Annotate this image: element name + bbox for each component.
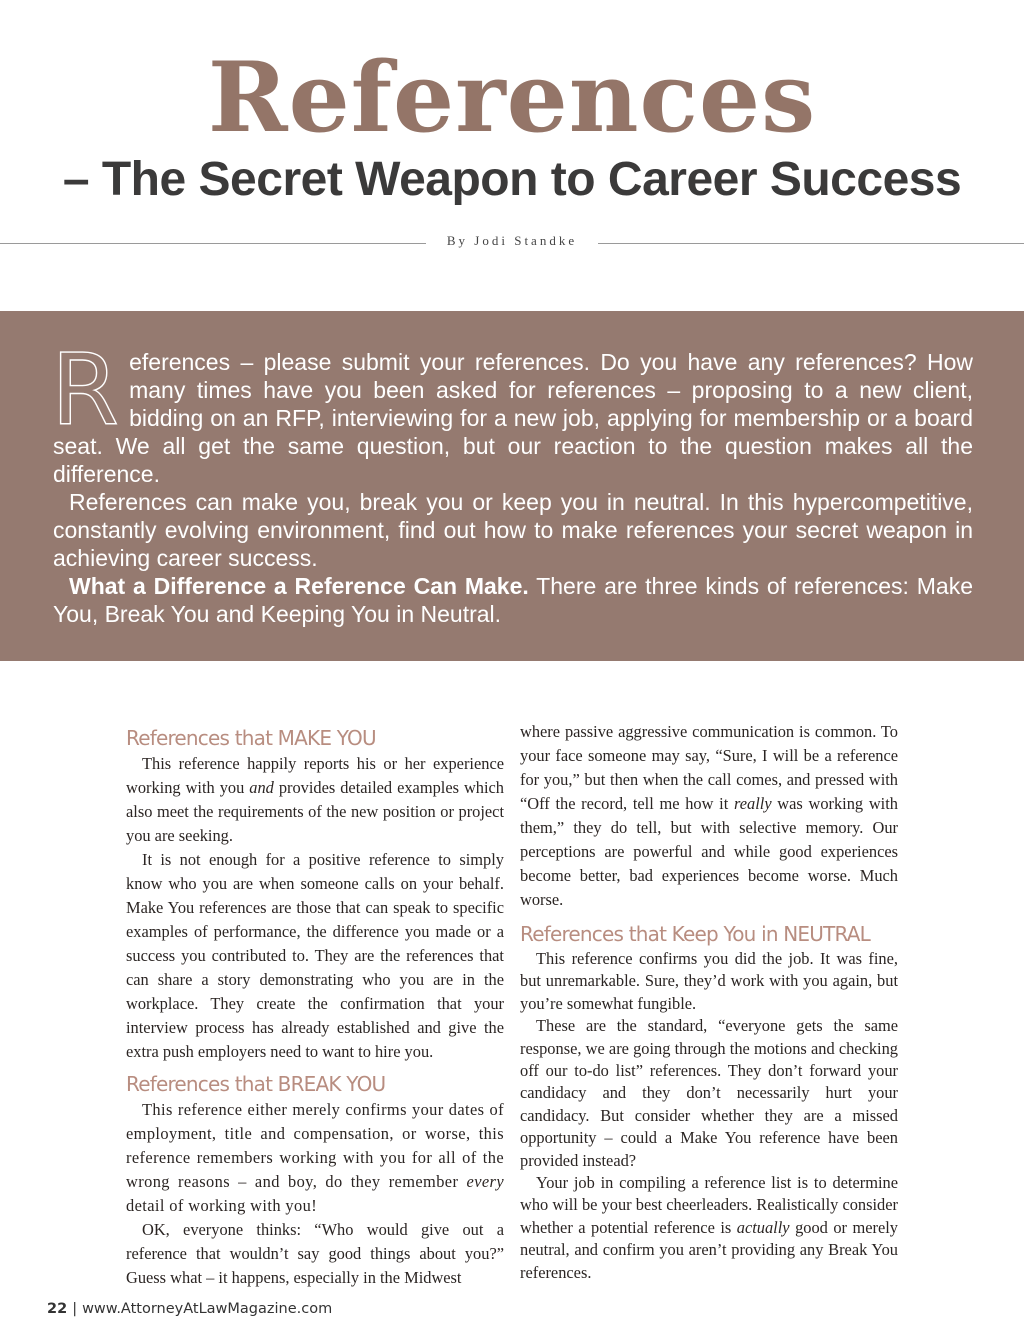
neutral-p3-emphasis: actually xyxy=(736,1217,790,1237)
neutral-paragraph-3 xyxy=(520,1172,898,1284)
intro-paragraph-3 xyxy=(53,572,973,628)
heading-neutral: References that Keep You in NEUTRAL xyxy=(520,922,871,946)
byline-rule-left xyxy=(0,243,426,244)
break-you-p1-emphasis: every xyxy=(466,1172,504,1191)
intro-lead-in: What a Difference a Reference Can Make. xyxy=(69,573,529,599)
neutral-paragraph-1: This reference confirms you did the job. It was fine, but unremarkable. Sure, they’d work with you again, but you’re somewhat fungible. xyxy=(520,949,898,1013)
left-column xyxy=(126,724,504,1290)
continued-emphasis: really xyxy=(733,794,772,813)
intro-paragraph-3-text: There are three kinds of references: Make You, Break You and Keeping You in Neutral. xyxy=(53,573,973,627)
byline: By Jodi Standke xyxy=(446,233,578,248)
heading-make-you: References that MAKE YOU xyxy=(126,726,376,750)
neutral-p3-part-b: good or merely neutral, and confirm you aren’t providing any Break You references. xyxy=(520,1217,899,1282)
drop-cap: R xyxy=(51,334,120,448)
intro-band xyxy=(0,311,1024,661)
footer-separator: | xyxy=(72,1301,78,1317)
make-you-p1-emphasis: and xyxy=(249,778,274,797)
article-subtitle: – The Secret Weapon to Career Success xyxy=(62,153,962,206)
neutral-p3-part-a: Your job in compiling a reference list is to determine who will be your best cheerleaders. Realistically consider whether a potential reference is xyxy=(520,1173,898,1237)
make-you-paragraph-2: It is not enough for a positive reference to simply know who you are when someone calls on your behalf. Make You references are those that can speak to specific examples of performance, the difference you made or a success you contributed to. They are the references that can share a story demonstrating who you are in the workplace. They create the confirmation that your interview process has already established and give the extra push employers need to want to hire you. xyxy=(126,850,504,1061)
intro-paragraph-1 xyxy=(51,334,973,488)
neutral-paragraph-2: These are the standard, “everyone gets the same response, we are going through the motions and checking off our to-do list” references. They don’t forward your candidacy and they don’t necessarily hurt your candidacy. But consider whether they are a missed opportunity – could a Make You reference have been provided instead? xyxy=(520,1016,898,1170)
page-number: 22 xyxy=(47,1301,68,1317)
break-you-p1-part-b: detail of working with you! xyxy=(126,1196,318,1215)
right-column xyxy=(520,720,898,1284)
break-you-p1-part-a: This reference either merely confirms your dates of employment, title and compensation, or worse, this reference remembers working with you for all of the wrong reasons – and boy, do they remember xyxy=(126,1100,504,1191)
continued-paragraph xyxy=(520,720,898,912)
byline-row xyxy=(0,231,1024,255)
continued-part-a: where passive aggressive communication is common. To your face someone may say, “Sure, I will be a reference for you,” but then when the call comes, and pressed with “Off the record, tell me how it xyxy=(520,722,898,813)
page-footer xyxy=(47,1301,332,1317)
heading-break-you: References that BREAK YOU xyxy=(126,1072,386,1096)
article-title: References xyxy=(207,41,817,154)
magazine-url-link[interactable]: www.AttorneyAtLawMagazine.com xyxy=(82,1301,333,1317)
break-you-paragraph-1 xyxy=(126,1098,504,1218)
make-you-p1-part-a: This reference happily reports his or her experience working with you xyxy=(126,754,504,797)
byline-rule-right xyxy=(598,243,1024,244)
intro-paragraph-1-text: eferences – please submit your references. Do you have any references? How many times have you been asked for references – proposing to a new client, bidding on an RFP, interviewing for a new job, applying for membership or a board seat. We all get the same question, but our reaction to the question makes all the difference. xyxy=(53,349,973,487)
intro-paragraph-2: References can make you, break you or keep you in neutral. In this hypercompetitive, constantly evolving environment, find out how to make references your secret weapon in achieving career success. xyxy=(53,489,973,571)
continued-part-b: was working with them,” they do tell, but with selective memory. Our perceptions are powerful and while good experiences become better, bad experiences become worse. Much worse. xyxy=(520,794,898,909)
break-you-paragraph-2: OK, everyone thinks: “Who would give out a reference that wouldn’t say good things about you?” Guess what – it happens, especially in the Midwest xyxy=(126,1220,504,1287)
make-you-p1-part-b: provides detailed examples which also meet the requirements of the new position or project you are seeking. xyxy=(126,778,505,845)
make-you-paragraph-1 xyxy=(126,752,504,848)
